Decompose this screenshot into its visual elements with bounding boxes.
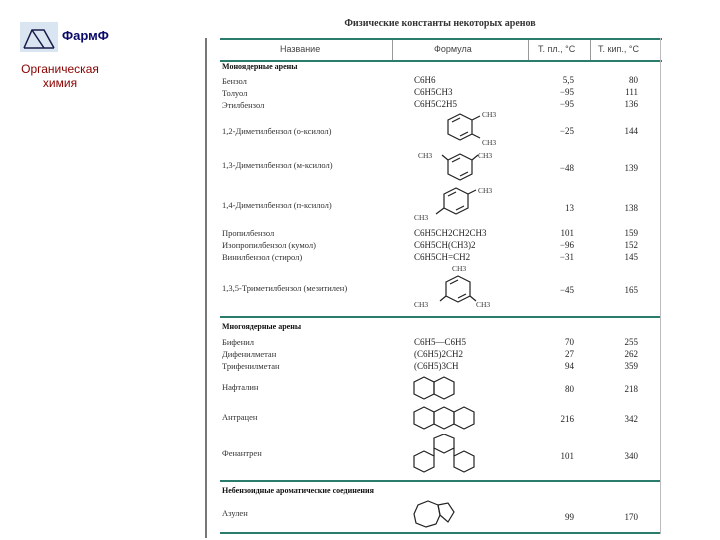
ch3-label: CH3 (478, 186, 493, 195)
header-bp: Т. кип., °С (598, 44, 639, 54)
table-title: Физические константы некоторых аренов (344, 18, 536, 29)
row-name: Антрацен (222, 412, 258, 422)
row-bp: 144 (624, 126, 638, 136)
row-name: Изопропилбензол (кумол) (222, 240, 316, 250)
azulene-structure-icon (408, 498, 468, 532)
header-mp: Т. пл., °С (538, 44, 576, 54)
row-name: Винилбензол (стирол) (222, 252, 303, 262)
row-name: Пропилбензол (222, 228, 275, 238)
ch3-label: CH3 (414, 300, 429, 309)
row-formula: (C6H5)3CH (414, 361, 459, 371)
ch3-label: CH3 (418, 151, 433, 160)
course-subtitle: Органическая химия (21, 62, 99, 90)
row-formula: C6H5CH=CH2 (414, 252, 471, 262)
row-bp: 165 (624, 285, 638, 295)
row-bp: 152 (624, 240, 638, 250)
row-name: Азулен (222, 508, 248, 518)
row-name: 1,3-Диметилбензол (м-ксилол) (222, 160, 333, 170)
table-bottom-rule (220, 532, 660, 534)
row-bp: 136 (624, 99, 638, 109)
table-right-border (660, 38, 661, 534)
row-mp: −95 (559, 87, 574, 97)
row-mp: −31 (559, 252, 574, 262)
row-bp: 359 (624, 361, 638, 371)
row-mp: 70 (565, 337, 574, 347)
ch3-label: CH3 (482, 110, 497, 119)
ch3-label: CH3 (452, 264, 467, 273)
row-bp: 218 (624, 384, 638, 394)
row-mp: 94 (565, 361, 574, 371)
section-multi: Многоядерные арены (222, 322, 302, 331)
row-mp: −25 (559, 126, 574, 136)
ch3-label: CH3 (482, 138, 497, 147)
row-name: 1,3,5-Триметилбензол (мезитилен) (222, 283, 348, 293)
divider-line (205, 38, 207, 538)
row-mp: −95 (559, 99, 574, 109)
row-bp: 255 (624, 337, 638, 347)
row-bp: 139 (624, 163, 638, 173)
row-mp: −48 (559, 163, 574, 173)
row-mp: 80 (565, 384, 574, 394)
row-name: Фенантрен (222, 448, 262, 458)
brand-title: ФармФ (62, 28, 109, 43)
row-bp: 342 (624, 414, 638, 424)
ch3-label: CH3 (478, 151, 493, 160)
row-name: Этилбензол (222, 100, 265, 110)
row-mp: 101 (560, 228, 574, 238)
row-formula: C6H5—C6H5 (414, 337, 467, 347)
row-bp: 340 (624, 451, 638, 461)
anthracene-structure-icon (408, 404, 492, 434)
row-bp: 145 (624, 252, 638, 262)
row-name: Толуол (222, 88, 248, 98)
row-mp: 101 (560, 451, 574, 461)
row-name: Трифенилметан (222, 361, 280, 371)
row-bp: 262 (624, 349, 638, 359)
section-nonbenzenoid: Небензоидные ароматические соединения (222, 486, 374, 495)
row-formula: C6H5CH2CH2CH3 (414, 228, 487, 238)
row-name: Бифенил (222, 337, 255, 347)
row-mp: 99 (565, 512, 574, 522)
section-mono: Моноядерные арены (222, 62, 298, 71)
row-formula: C6H6 (414, 75, 436, 85)
row-name: 1,2-Диметилбензол (о-ксилол) (222, 126, 332, 136)
row-formula: C6H5CH(CH3)2 (414, 240, 476, 250)
header-formula: Формула (434, 44, 472, 54)
ch3-label: CH3 (476, 300, 491, 309)
row-name: 1,4-Диметилбензол (п-ксилол) (222, 200, 332, 210)
row-name: Дифенилметан (222, 349, 277, 359)
row-mp: 216 (560, 414, 574, 424)
row-bp: 80 (629, 75, 638, 85)
naphthalene-structure-icon (408, 374, 468, 404)
row-bp: 138 (624, 203, 638, 213)
row-formula: C6H5CH3 (414, 87, 453, 97)
table-header (220, 38, 662, 62)
row-mp: −45 (559, 285, 574, 295)
row-mp: 5,5 (562, 75, 574, 85)
section-rule (220, 316, 660, 318)
row-name: Бензол (222, 76, 247, 86)
row-name: Нафталин (222, 382, 259, 392)
header-name: Название (280, 44, 321, 54)
row-mp: 13 (565, 203, 574, 213)
row-bp: 159 (624, 228, 638, 238)
phenanthrene-structure-icon (408, 434, 484, 478)
row-mp: −96 (559, 240, 574, 250)
row-bp: 111 (625, 87, 638, 97)
row-formula: (C6H5)2CH2 (414, 349, 463, 359)
row-formula: C6H5C2H5 (414, 99, 458, 109)
logo-icon (20, 22, 58, 52)
section-rule (220, 480, 660, 482)
row-mp: 27 (565, 349, 574, 359)
ch3-label: CH3 (414, 213, 429, 222)
row-bp: 170 (624, 512, 638, 522)
